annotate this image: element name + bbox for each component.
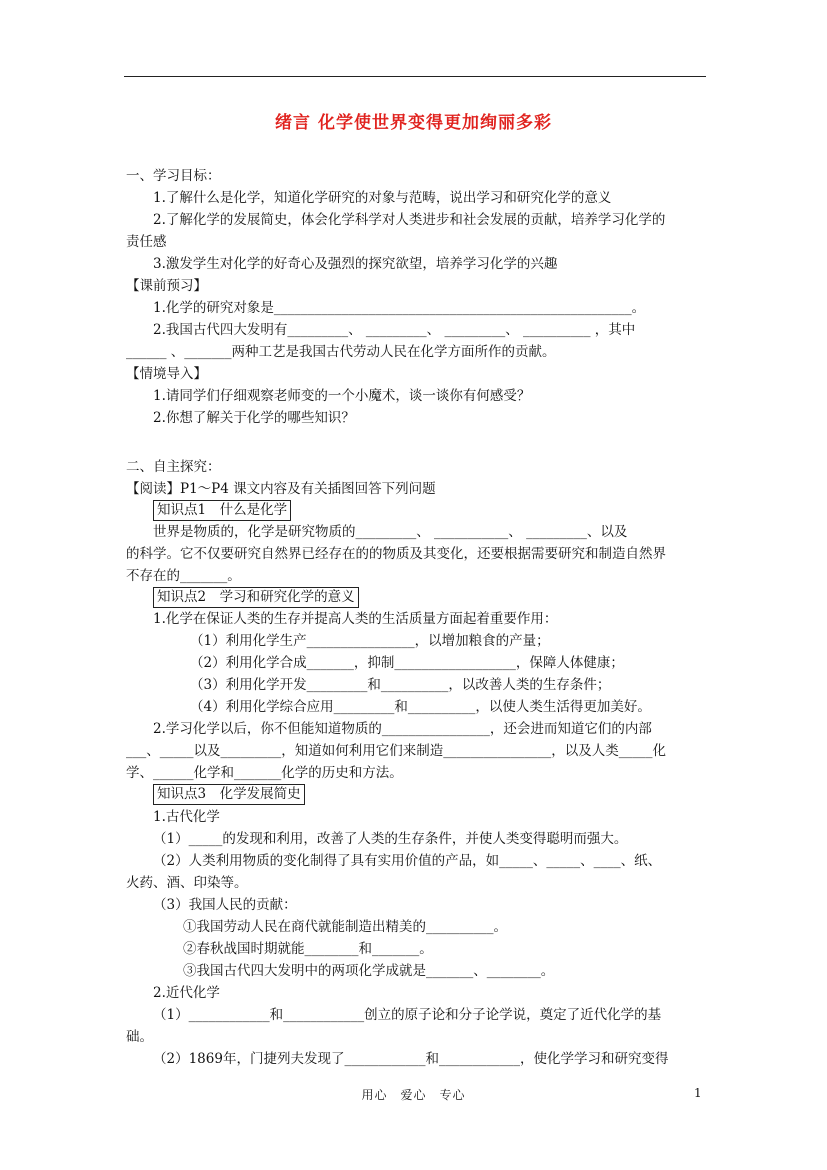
text-line: 1.请同学们仔细观察老师变的一个小魔术，谈一谈你有何感受？ bbox=[153, 388, 531, 404]
page-title: 绪言 化学使世界变得更加绚丽多彩 bbox=[275, 113, 552, 133]
knowledge-point-box: 知识点1 什么是化学 bbox=[153, 500, 291, 521]
text-line: 2.了解化学的发展简史，体会化学科学对人类进步和社会发展的贡献，培养学习化学的 bbox=[153, 212, 666, 228]
knowledge-point-box: 知识点3 化学发展简史 bbox=[153, 784, 305, 805]
text-line: 1.古代化学 bbox=[153, 809, 220, 825]
text-line: ___、_____以及_________，知道如何利用它们来制造________________，以及人类_____化 bbox=[126, 743, 666, 759]
knowledge-point-1 bbox=[153, 499, 291, 521]
text-line: （2）1869年，门捷列夫发现了____________和____________，使化学学习和研究变得 bbox=[153, 1051, 669, 1067]
text-line: ______ 、_______两种工艺是我国古代劳动人民在化学方面所作的贡献。 bbox=[126, 344, 556, 360]
text-line: （1）____________和____________创立的原子论和分子论学说，奠定了近代化学的基 bbox=[153, 1007, 662, 1023]
knowledge-point-2 bbox=[153, 586, 359, 608]
text-line: 2.学习化学以后，你不但能知道物质的________________，还会进而知道它们的内部 bbox=[153, 721, 652, 737]
text-line: （3）我国人民的贡献： bbox=[153, 897, 297, 913]
text-line: 础。 bbox=[126, 1029, 153, 1045]
text-line: 【阅读】P1～P4 课文内容及有关插图回答下列问题 bbox=[126, 481, 436, 497]
text-line: （2）利用化学合成_______，抑制__________________，保障人体健康； bbox=[190, 655, 624, 671]
section-heading-intro: 【情境导入】 bbox=[126, 366, 207, 382]
text-line: 火药、酒、印染等。 bbox=[126, 875, 248, 891]
text-line: （4）利用化学综合应用_________和__________，以使人类生活得更加美好。 bbox=[190, 699, 651, 715]
section-heading-explore: 二、自主探究： bbox=[126, 459, 221, 475]
text-line: （3）利用化学开发_________和__________，以改善人类的生存条件； bbox=[190, 677, 611, 693]
header-rule bbox=[124, 76, 706, 77]
text-line: ①我国劳动人民在商代就能制造出精美的__________。 bbox=[183, 919, 507, 935]
text-line: （1）_____的发现和利用，改善了人类的生存条件，并使人类变得聪明而强大。 bbox=[153, 831, 628, 847]
text-line: （2）人类利用物质的变化制得了具有实用价值的产品，如_____、_____、____、纸、 bbox=[153, 853, 662, 869]
text-line: 不存在的_______。 bbox=[126, 568, 241, 584]
text-line: ②春秋战国时期就能________和_______。 bbox=[183, 941, 433, 957]
text-line: 2.你想了解关于化学的哪些知识？ bbox=[153, 410, 355, 426]
knowledge-point-box: 知识点2 学习和研究化学的意义 bbox=[153, 587, 359, 608]
text-line: 责任感 bbox=[126, 234, 167, 250]
text-line: 3.激发学生对化学的好奇心及强烈的探究欲望，培养学习化学的兴趣 bbox=[153, 256, 558, 272]
section-heading-preview: 【课前预习】 bbox=[126, 278, 207, 294]
text-line: ③我国古代四大发明中的两项化学成就是_______、________。 bbox=[183, 963, 555, 979]
section-heading-objectives: 一、学习目标： bbox=[126, 168, 221, 184]
text-line: （1）利用化学生产________________，以增加粮食的产量； bbox=[190, 633, 550, 649]
page-number: 1 bbox=[694, 1086, 702, 1100]
text-line: 2.近代化学 bbox=[153, 985, 220, 1001]
text-line: 2.我国古代四大发明有_________、 _________、 _________、 __________ ，其中 bbox=[153, 322, 636, 338]
text-line: 的科学。它不仅要研究自然界已经存在的的物质及其变化，还要根据需要研究和制造自然界 bbox=[126, 546, 666, 562]
text-line: 世界是物质的，化学是研究物质的_________、 ___________、 _________、以及 bbox=[153, 524, 628, 540]
page-footer: 用心 爱心 专心 bbox=[361, 1088, 466, 1102]
text-line: 1.化学的研究对象是_____________________________________________________。 bbox=[153, 300, 646, 316]
text-line: 学、______化学和_______化学的历史和方法。 bbox=[126, 765, 403, 781]
text-line: 1.了解什么是化学，知道化学研究的对象与范畴，说出学习和研究化学的意义 bbox=[153, 190, 612, 206]
text-line: 1.化学在保证人类的生存并提高人类的生活质量方面起着重要作用： bbox=[153, 611, 558, 627]
knowledge-point-3 bbox=[153, 783, 305, 805]
